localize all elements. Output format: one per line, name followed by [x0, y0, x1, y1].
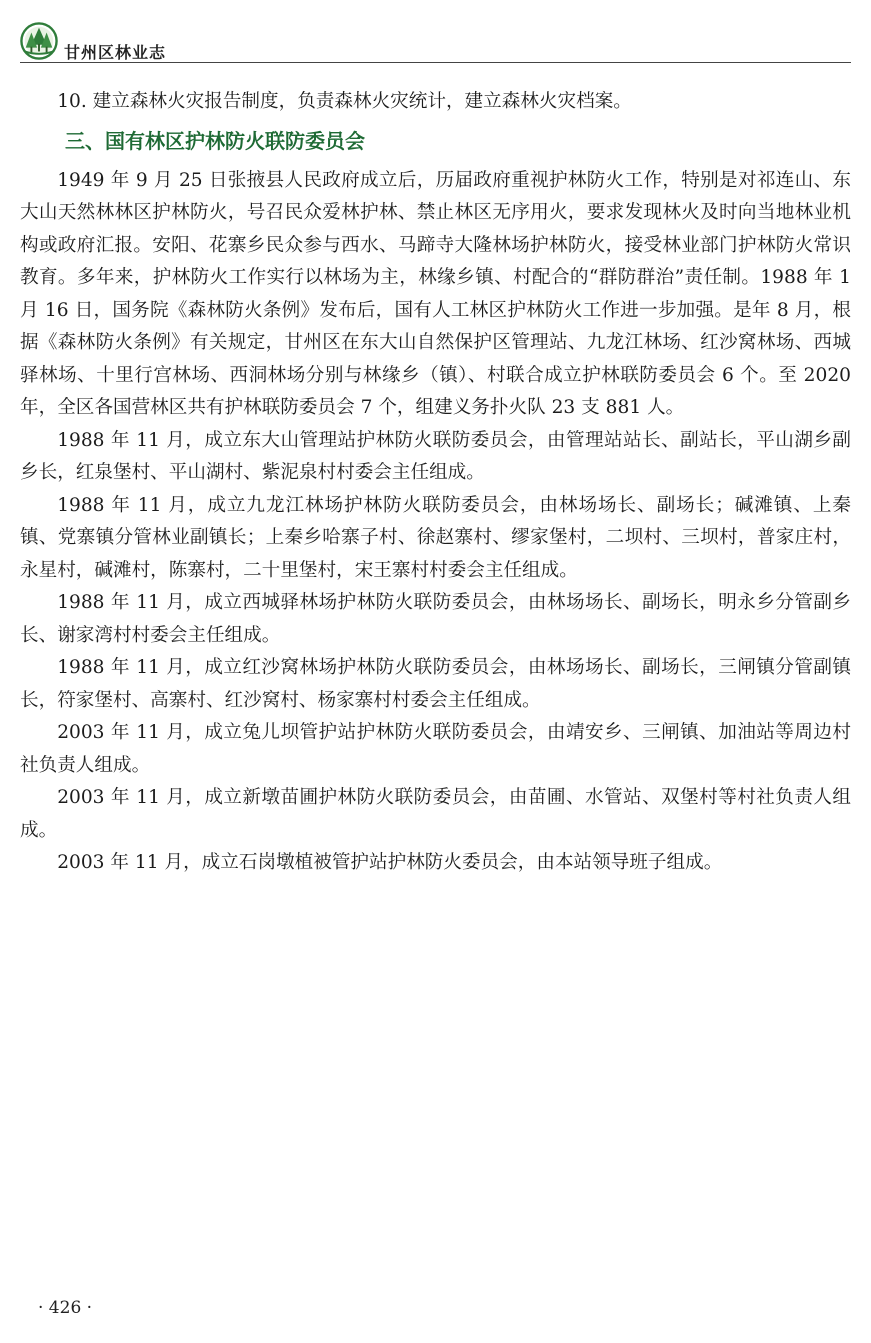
paragraph-xichengyi: 1988 年 11 月，成立西城驿林场护林防火联防委员会，由林场场长、副场长，明永乡分管副乡长、谢家湾村村委会主任组成。 — [20, 592, 851, 646]
page-body — [20, 86, 851, 880]
book-title: 甘州区林业志 — [64, 43, 167, 62]
paragraph-xindun: 2003 年 11 月，成立新墩苗圃护林防火联防委员会，由苗圃、水管站、双堡村等村社负责人组成。 — [20, 787, 851, 841]
paragraph-tuerba: 2003 年 11 月，成立兔儿坝管护站护林防火联防委员会，由靖安乡、三闸镇、加油站等周边村社负责人组成。 — [20, 722, 851, 776]
paragraph-intro: 1949 年 9 月 25 日张掖县人民政府成立后，历届政府重视护林防火工作，特别是对祁连山、东大山天然林林区护林防火，号召民众爱林护林、禁止林区无序用火，要求发现林火及时向当地林业机构或政府汇报。安阳、花寨乡民众参与西水、马蹄寺大隆林场护林防火，接受林业部门护林防火常识教育。多年来，护林防火工作实行以林场为主，林缘乡镇、村配合的“群防群治”责任制。1988 年 1 月 16 日，国务院《森林防火条例》发布后，国有人工林区护林防火工作进一步加强。是年 8 月，根据《森林防火条例》有关规定，甘州区在东大山自然保护区管理站、九龙江林场、红沙窝林场、西城驿林场、十里行宫林场、西洞林场分别与林缘乡（镇）、村联合成立护林联防委员会 6 个。至 2020 年，全区各国营林区共有护林联防委员会 7 个，组建义务扑火队 23 支 881 人。 — [20, 169, 851, 418]
running-header — [20, 22, 851, 64]
paragraph-shigangdun: 2003 年 11 月，成立石岗墩植被管护站护林防火委员会，由本站领导班子组成。 — [57, 852, 723, 873]
paragraph-dongdashan: 1988 年 11 月，成立东大山管理站护林防火联防委员会，由管理站站长、副站长，平山湖乡副乡长，红泉堡村、平山湖村、紫泥泉村村委会主任组成。 — [20, 429, 851, 483]
page-number: · 426 · — [38, 1298, 93, 1318]
paragraph-hongshawo: 1988 年 11 月，成立红沙窝林场护林防火联防委员会，由林场场长、副场长，三闸镇分管副镇长，符家堡村、高寨村、红沙窝村、杨家寨村村委会主任组成。 — [20, 657, 851, 711]
header-rule — [20, 62, 851, 63]
section-heading: 三、国有林区护林防火联防委员会 — [65, 128, 365, 153]
forest-emblem-icon — [20, 22, 58, 60]
list-item-10: 10. 建立森林火灾报告制度，负责森林火灾统计，建立森林火灾档案。 — [57, 91, 632, 112]
paragraph-jiulongjiang: 1988 年 11 月，成立九龙江林场护林防火联防委员会，由林场场长、副场长；碱滩镇、上秦镇、党寨镇分管林业副镇长；上秦乡哈寨子村、徐赵寨村、缪家堡村，二坝村、三坝村，普家庄村，永星村，碱滩村，陈寨村，二十里堡村，宋王寨村村委会主任组成。 — [20, 494, 851, 581]
